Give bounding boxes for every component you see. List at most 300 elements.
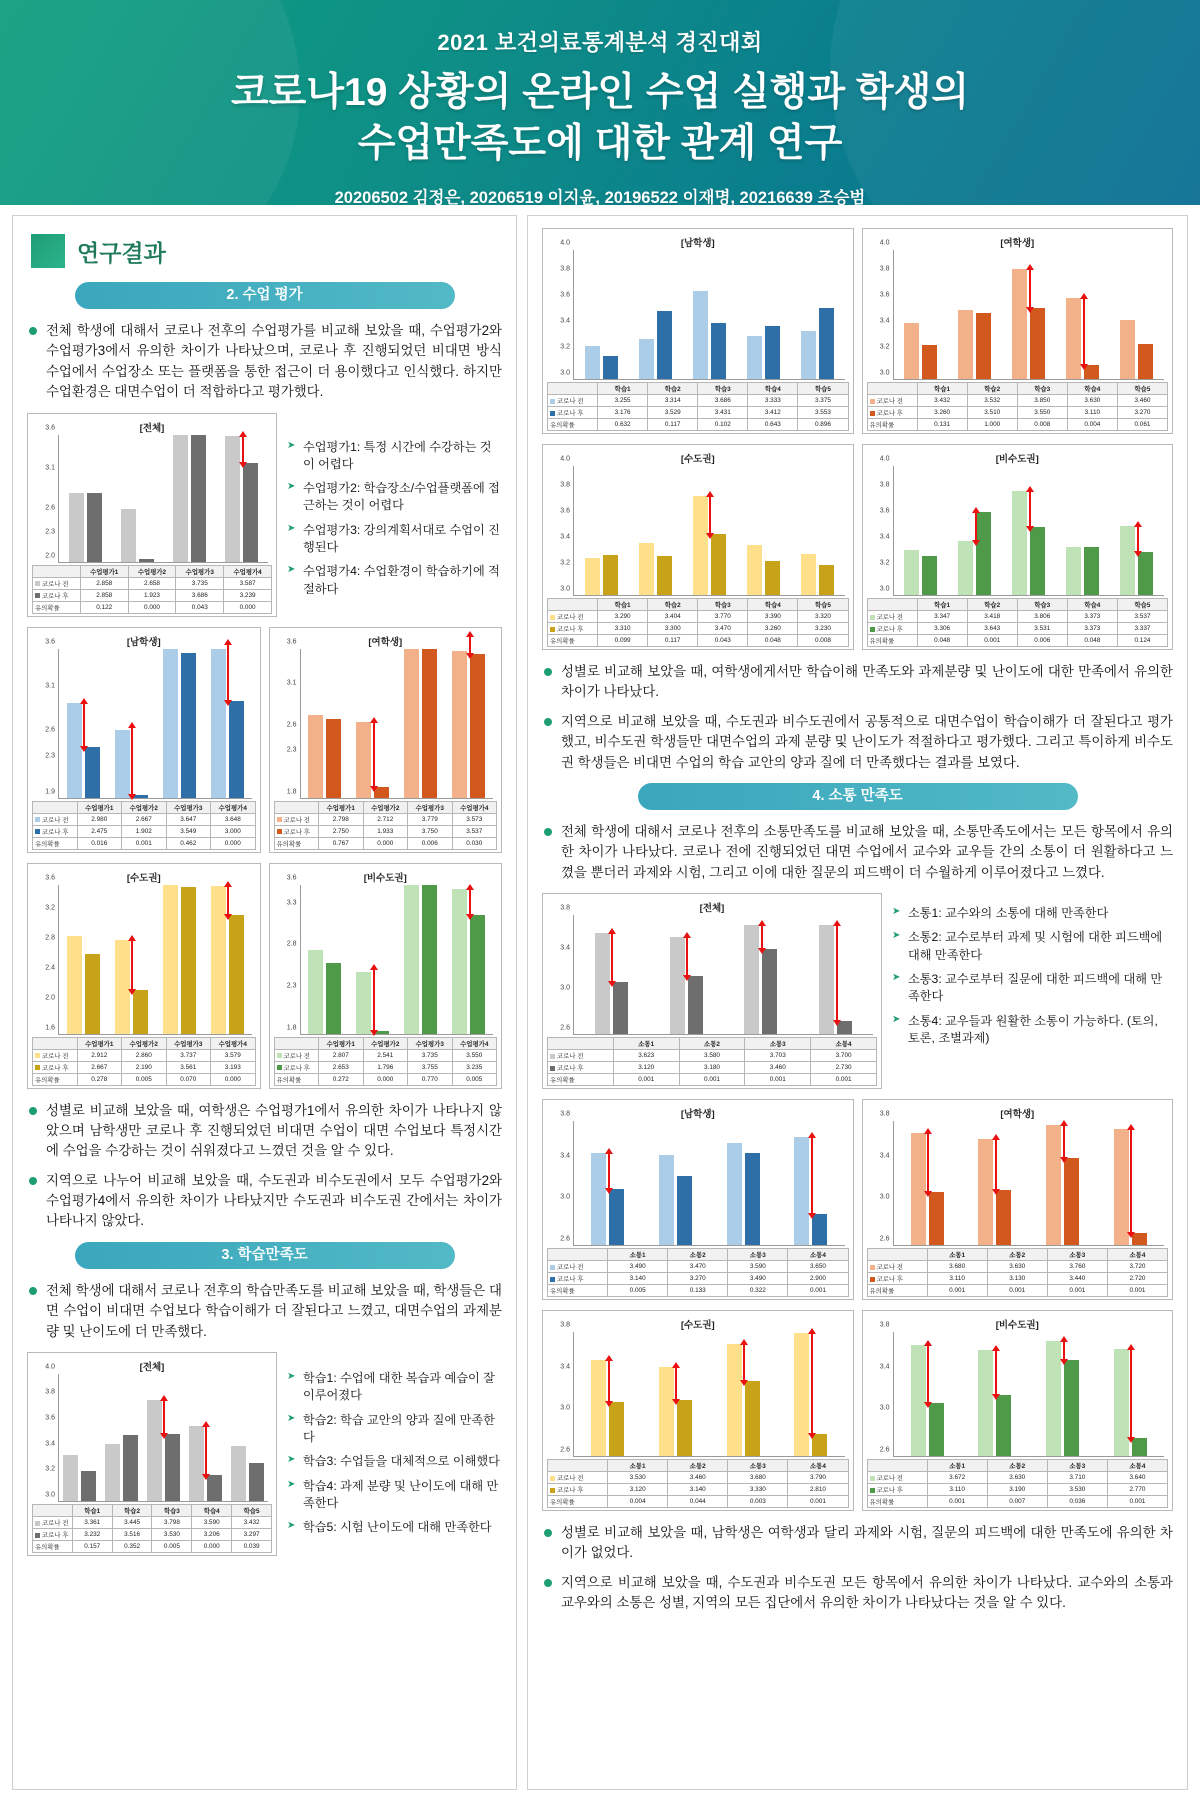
table-cell: 2.858 [80,577,128,589]
row-label: 코로나 전 [33,1516,73,1528]
y-tick-label: 3.4 [879,1152,890,1160]
y-tick-label: 3.4 [560,1363,570,1371]
table-cell: 2.858 [80,589,128,601]
bar [659,1367,674,1456]
bar [745,1153,760,1245]
column-header: 학습4 [1067,383,1117,395]
table-cell: 0.643 [748,419,798,431]
column-header: 소통3 [728,1249,788,1261]
column-header: 학습3 [152,1504,192,1516]
table-row [274,813,497,825]
y-tick-label: 2.6 [879,1446,890,1454]
bar [181,653,196,798]
column-header: 학습4 [748,383,798,395]
y-tick-label: 4.0 [560,239,570,247]
table-cell: 3.623 [613,1050,679,1062]
bar [819,565,834,595]
bar-group [574,915,649,1034]
plot-grid [573,1121,845,1246]
table-cell: 3.432 [917,395,967,407]
bar [1084,547,1099,595]
bar [794,1137,809,1246]
table-row [867,635,1168,647]
bar [929,1403,944,1456]
bar-groups [574,250,845,379]
y-tick-label: 3.8 [879,1321,890,1329]
column-header: 소통3 [728,1460,788,1472]
row-label: 코로나 전 [548,395,598,407]
legend-item: ➤ 수업평가4: 수업환경이 학습하기에 적절하다 [287,563,502,598]
bar [470,915,485,1034]
plot-grid [573,915,873,1035]
table-cell: 0.124 [1117,635,1167,647]
table-row [33,1540,272,1552]
series-color-swatch [277,1065,282,1070]
table-corner [548,599,598,611]
chart-title: [남학생] [680,238,715,249]
table-cell: 3.120 [613,1062,679,1074]
bar-groups [894,250,1165,379]
table-row [33,589,272,601]
column-header: 학습1 [917,599,967,611]
bullet: 지역으로 비교해 보았을 때, 수도권과 비수도권 모든 항목에서 유의한 차이가 나타났다. 교수와의 소통과 교우와의 소통은 성별, 지역의 모든 집단에서 유의한 차이가 나타났다는 것을 알 수 있다. [542,1573,1173,1614]
row-label: 코로나 후 [548,1062,614,1074]
table-cell: 0.006 [1017,635,1067,647]
table-cell: 3.130 [987,1273,1047,1285]
table-cell: 2.190 [122,1061,167,1073]
column-header: 수업평가1 [77,1037,122,1049]
chart-study-nonmetro [862,444,1174,650]
column-header: 수업평가4 [211,801,256,813]
significance-arrow-icon [163,1400,165,1434]
bar-group [574,250,628,379]
y-tick-label: 2.6 [560,1235,570,1243]
table-cell: 3.630 [987,1472,1047,1484]
table-cell: 3.573 [452,813,497,825]
row-label: 유의확률 [33,837,78,849]
table-cell: 2.541 [363,1049,408,1061]
bar [422,885,437,1034]
bar [404,649,419,798]
table-cell: 3.550 [452,1049,497,1061]
column-header: 소통4 [811,1038,877,1050]
bar-group [961,1332,1029,1456]
table-cell: 2.730 [811,1062,877,1074]
chart-comm-female [862,1099,1174,1300]
table-cell: 3.239 [224,589,272,601]
row-label: 유의확률 [33,601,81,613]
y-axis [32,874,58,1035]
bar-group [894,250,948,379]
bar-group [894,466,948,595]
y-tick-label: 3.0 [560,1404,570,1412]
table-cell: 1.796 [363,1061,408,1073]
column-header: 소통2 [987,1249,1047,1261]
bar [609,1189,624,1245]
table-cell: 3.375 [798,395,848,407]
table-cell: 0.462 [166,837,211,849]
table-cell: 3.330 [728,1484,788,1496]
table-cell: 0.001 [987,1285,1047,1297]
row-label: 유의확률 [274,1073,319,1085]
bar [308,715,323,798]
column-header: 학습1 [917,383,967,395]
table-cell: 0.001 [745,1074,811,1086]
table-cell: 0.008 [1017,419,1067,431]
significance-arrow-icon [242,436,244,464]
table-cell: 0.000 [128,601,176,613]
table-row [274,1061,497,1073]
column-header: 소통1 [613,1038,679,1050]
communication-legend [892,893,1167,1054]
bar [1046,1125,1061,1245]
table-cell: 0.632 [598,419,648,431]
table-cell: 3.490 [728,1273,788,1285]
table-row [33,1073,256,1085]
bar [1012,491,1027,595]
bar [191,435,206,562]
table-row [548,1062,877,1074]
bar-group [301,885,349,1034]
poster-header [0,0,1200,205]
bar [976,512,991,595]
table-cell: 0.007 [987,1496,1047,1508]
bar [711,323,726,379]
significance-arrow-icon [995,1350,997,1395]
bar [121,509,136,561]
legend-item: ➤ 학습1: 수업에 대한 복습과 예습이 잘 이루어졌다 [287,1370,502,1405]
table-cell: 3.680 [927,1261,987,1273]
table-corner [33,565,81,577]
bar [996,1190,1011,1245]
bar-group [107,885,155,1034]
bar [639,543,654,595]
series-color-swatch [870,1265,875,1270]
bullet: 전체 학생에 대해서 코로나 전후의 소통만족도를 비교해 보았을 때, 소통만족도에서는 모든 항목에서 유의한 차이가 나타났다. 코로나 전에 진행되었던 대면 수업에서 교수와 교우들 간의 소통이 더 원활하다고 느꼈을 뿐더러 과제와 시험, 그리고 이에 대한 질문의 피드백이 더 수월하게 이루어졌다고 느꼈다. [542,822,1173,883]
column-header: 학습1 [598,599,648,611]
significance-arrow-icon [131,940,133,990]
plot-grid [893,1121,1165,1246]
column-header: 수업평가2 [128,565,176,577]
bar [115,940,130,1034]
bar-group [628,250,682,379]
table-cell: 3.180 [679,1062,745,1074]
table-row [33,1049,256,1061]
plot-grid [573,1332,845,1457]
bar [603,356,618,379]
y-tick-label: 3.8 [879,265,890,273]
y-axis [867,1321,893,1457]
column-header: 수업평가2 [363,1037,408,1049]
row-label: 코로나 후 [33,825,78,837]
series-color-swatch [277,1053,282,1058]
bar [591,1153,606,1245]
section-marker-icon [31,234,65,268]
y-axis [274,874,300,1035]
bar-group [203,649,251,798]
table-row [33,577,272,589]
table-cell: 2.475 [77,825,122,837]
significance-arrow-icon [1130,1349,1132,1439]
column-header: 소통4 [1107,1460,1167,1472]
column-header: 학습5 [232,1504,272,1516]
bar-groups [574,915,873,1034]
table-cell: 3.790 [788,1472,848,1484]
table-row [33,1528,272,1540]
bar-group [155,885,203,1034]
table-cell: 3.347 [917,611,967,623]
table-cell: 0.000 [224,601,272,613]
table-cell: 3.735 [176,577,224,589]
table-cell: 0.001 [927,1285,987,1297]
table-cell: 1.923 [128,589,176,601]
bar-group [445,885,493,1034]
table-cell: 3.193 [211,1061,256,1073]
table-cell: 3.470 [698,623,748,635]
bar [243,463,258,561]
column-header: 학습5 [798,383,848,395]
table-cell: 3.537 [452,825,497,837]
y-tick-label: 2.8 [286,940,297,948]
y-axis [867,239,893,380]
chart-title: [수도권] [126,872,161,884]
y-tick-label: 3.2 [560,343,570,351]
bar-group [894,1332,962,1456]
table-cell: 3.798 [152,1516,192,1528]
column-header: 소통3 [1047,1460,1107,1472]
chart-comm-nonmetro [862,1310,1174,1511]
table-cell: 0.000 [363,1073,408,1085]
table-cell: 0.000 [211,837,256,849]
bar [63,1455,78,1501]
table-cell: 3.672 [927,1472,987,1484]
column-header: 수업평가3 [166,801,211,813]
table-cell: 3.530 [608,1472,668,1484]
chart-comm-total [542,893,882,1089]
bar-group [1029,1121,1097,1245]
table-cell: 3.650 [788,1261,848,1273]
row-label: 유의확률 [33,1073,78,1085]
table-cell: 3.710 [1047,1472,1107,1484]
y-axis [867,455,893,596]
y-tick-label: 2.4 [45,964,55,971]
bar-group [101,1374,143,1501]
series-color-swatch [550,1488,555,1493]
y-tick-label: 3.6 [286,874,297,881]
bullet: 성별로 비교해 보았을 때, 여학생에게서만 학습이해 만족도와 과제분량 및 난이도에 대한 만족에서 유의한 차이가 나타났다. [542,662,1173,703]
table-cell: 3.190 [987,1484,1047,1496]
table-row [867,1273,1168,1285]
y-tick-label: 3.8 [560,481,570,489]
table-cell: 0.006 [408,837,453,849]
y-tick-label: 4.0 [560,455,570,463]
table-cell: 2.720 [1107,1273,1167,1285]
bar-group [628,466,682,595]
plot-grid [58,885,252,1035]
series-color-swatch [550,1277,555,1282]
table-cell: 3.300 [648,623,698,635]
plot-grid [573,466,845,596]
table-cell: 0.322 [728,1285,788,1297]
y-tick-label: 3.6 [560,291,570,299]
table-cell: 3.230 [798,623,848,635]
table-cell: 3.553 [798,407,848,419]
bar-group [948,250,1002,379]
poster-body [0,205,1200,1800]
table-cell: 3.686 [176,589,224,601]
y-tick-label: 3.8 [560,1110,570,1118]
bar-group [1056,466,1110,595]
bar-group [790,466,844,595]
y-tick-label: 3.0 [560,585,570,593]
significance-arrow-icon [743,1344,745,1380]
y-tick-label: 3.0 [560,984,570,992]
bar-group [1002,250,1056,379]
significance-arrow-icon [811,1137,813,1215]
bar [693,496,708,595]
table-row [274,1073,497,1085]
bar [657,311,672,379]
table-row [548,1496,849,1508]
bar-group [216,435,268,562]
table-cell: 3.737 [166,1049,211,1061]
table-cell: 3.460 [668,1472,728,1484]
column-header: 소통2 [668,1460,728,1472]
table-cell: 3.532 [967,395,1017,407]
series-color-swatch [550,627,555,632]
chart-data-table [867,1248,1169,1297]
column-header: 학습2 [967,383,1017,395]
row-label: 코로나 후 [548,1484,608,1496]
series-color-swatch [550,1054,555,1059]
y-tick-label: 3.3 [286,899,297,906]
study-bullets [27,1281,502,1342]
y-axis [867,1110,893,1246]
y-tick-label: 3.6 [879,291,890,299]
table-cell: 3.580 [679,1050,745,1062]
significance-arrow-icon [469,636,471,654]
table-cell: 0.001 [1107,1496,1167,1508]
table-cell: 3.648 [211,813,256,825]
table-row [33,813,256,825]
table-corner [33,1037,78,1049]
table-cell: 3.390 [748,611,798,623]
series-color-swatch [870,1488,875,1493]
table-cell: 3.720 [1107,1261,1167,1273]
bar [922,345,937,379]
bar-group [59,1374,101,1501]
chart-title: [수도권] [680,454,715,465]
table-cell: 3.232 [72,1528,112,1540]
table-row [548,1472,849,1484]
table-cell: 3.460 [1117,395,1167,407]
column-header: 학습4 [748,599,798,611]
significance-arrow-icon [227,886,229,915]
table-cell: 3.431 [698,407,748,419]
bar [189,1426,204,1501]
row-label: 코로나 전 [33,813,78,825]
column-header: 수업평가2 [363,801,408,813]
bar-group [349,649,397,798]
y-tick-label: 3.6 [45,1414,55,1422]
bullet: 성별로 비교해 보았을 때, 남학생은 여학생과 달리 과제와 시험, 질문의 피드백에 대한 만족도에 유의한 차이가 없었다. [542,1523,1173,1564]
legend-item: ➤ 소통3: 교수로부터 질문에 대한 피드백에 대해 만족한다 [892,971,1167,1006]
table-cell: 0.070 [166,1073,211,1085]
y-tick-label: 3.0 [879,1193,890,1201]
bar [670,937,685,1034]
bar-group [777,1332,845,1456]
subsection-banner-study: 3. 학습만족도 [75,1242,455,1269]
table-cell: 0.001 [967,635,1017,647]
table-cell: 1.933 [363,825,408,837]
chart-data-table [547,598,849,647]
bar [978,1350,993,1456]
significance-arrow-icon [686,937,688,977]
column-header: 수업평가3 [176,565,224,577]
table-cell: 2.807 [319,1049,364,1061]
bar-group [1096,1332,1164,1456]
chart-and-legend-communication [542,893,1173,1089]
comm-region-charts [542,1310,1173,1511]
table-cell: 0.770 [408,1073,453,1085]
bar-group [642,1121,710,1245]
table-cell: 0.278 [77,1073,122,1085]
table-corner [548,1249,608,1261]
row-label: 유의확률 [548,635,598,647]
table-cell: 0.001 [613,1074,679,1086]
bar [609,1402,624,1456]
column-header: 학습2 [648,383,698,395]
bar [922,556,937,595]
table-cell: 3.561 [166,1061,211,1073]
y-tick-label: 3.2 [560,559,570,567]
bar-groups [574,1332,845,1456]
chart-and-legend-study [27,1352,502,1556]
bar [585,558,600,595]
table-row [548,623,849,635]
bar [747,336,762,379]
table-cell: 3.310 [598,623,648,635]
bar [765,326,780,379]
table-corner [548,1038,614,1050]
y-axis [547,1321,573,1457]
row-label: 코로나 후 [33,1061,78,1073]
table-cell: 3.806 [1017,611,1067,623]
table-cell: 0.001 [679,1074,745,1086]
y-tick-label: 1.9 [45,788,55,795]
bar [1064,1360,1079,1456]
row-label: 코로나 전 [548,611,598,623]
table-cell: 0.000 [192,1540,232,1552]
row-label: 코로나 전 [274,813,319,825]
table-cell: 3.686 [698,395,748,407]
bar [1138,344,1153,379]
bar [85,954,100,1033]
row-label: 코로나 전 [548,1261,608,1273]
bar-group [1110,466,1164,595]
table-cell: 0.039 [232,1540,272,1552]
table-cell: 2.658 [128,577,176,589]
y-tick-label: 3.0 [879,585,890,593]
table-row [33,825,256,837]
series-color-swatch [870,411,875,416]
row-label: 코로나 전 [548,1472,608,1484]
table-corner [548,1460,608,1472]
row-label: 코로나 후 [33,1528,73,1540]
y-tick-label: 2.3 [286,982,297,990]
table-cell: 1.902 [122,825,167,837]
plot-grid [300,885,494,1035]
